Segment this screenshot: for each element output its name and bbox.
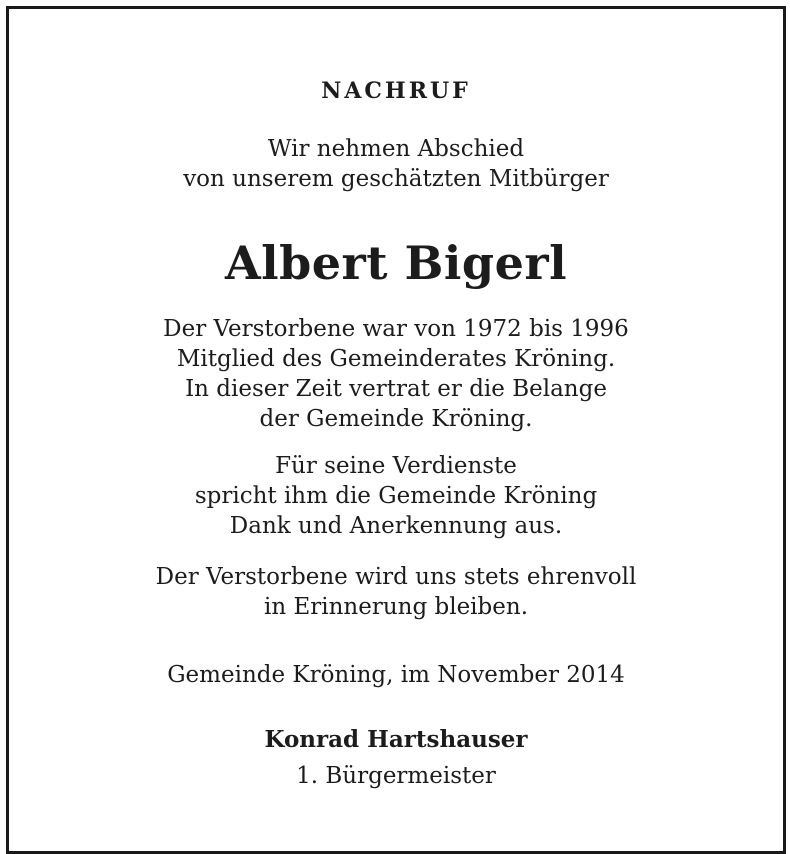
obituary-heading: NACHRUF xyxy=(321,78,471,104)
paragraph1-line-4: der Gemeinde Kröning. xyxy=(259,406,533,432)
intro-line-1: Wir nehmen Abschied xyxy=(267,136,525,162)
intro-line-2: von unserem geschätzten Mitbürger xyxy=(183,166,609,192)
obituary-content xyxy=(9,9,783,851)
signer-name: Konrad Hartshauser xyxy=(264,726,528,753)
signer-title: 1. Bürgermeister xyxy=(296,763,496,789)
paragraph2-line-2: spricht ihm die Gemeinde Kröning xyxy=(194,483,598,509)
paragraph3-line-2: in Erinnerung bleiben. xyxy=(263,594,529,620)
obituary-frame xyxy=(6,6,786,854)
paragraph3-line-1: Der Verstorbene wird uns stets ehrenvoll xyxy=(155,564,637,590)
paragraph1-line-2: Mitglied des Gemeinderates Kröning. xyxy=(176,346,616,372)
place-date: Gemeinde Kröning, im November 2014 xyxy=(167,662,625,688)
paragraph1-line-3: In dieser Zeit vertrat er die Belange xyxy=(185,376,607,402)
deceased-name: Albert Bigerl xyxy=(224,236,568,290)
paragraph2-line-3: Dank und Anerkennung aus. xyxy=(229,513,563,539)
paragraph2-line-1: Für seine Verdienste xyxy=(275,453,517,479)
paragraph1-line-1: Der Verstorbene war von 1972 bis 1996 xyxy=(163,316,629,342)
